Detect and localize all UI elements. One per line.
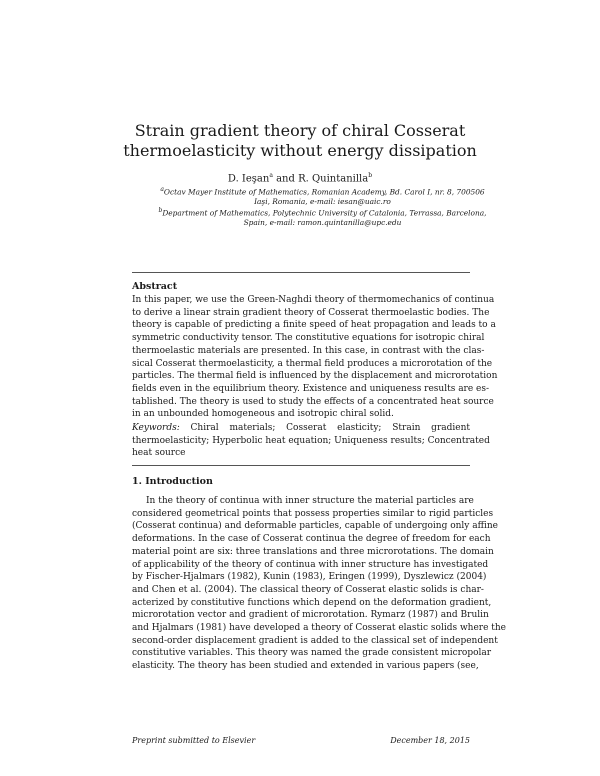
intro-line: In the theory of continua with inner structure the material particles are	[146, 496, 474, 506]
preprint-note: Preprint submitted to Elsevier	[132, 736, 256, 745]
introduction-heading: 1. Introduction	[132, 476, 213, 487]
keywords-line-1: Chiral materials; Cosserat elasticity; Strain gradient	[179, 423, 470, 433]
intro-line: second-order displacement gradient is added to the classical set of independent	[132, 635, 498, 646]
keywords-line-2: thermoelasticity; Hyperbolic heat equation; Uniqueness results; Concentrated	[132, 435, 490, 446]
intro-line: deformations. In the case of Cosserat continua the degree of freedom for each	[132, 534, 491, 545]
title-line-1: Strain gradient theory of chiral Cosserat	[134, 121, 466, 140]
intro-line: microrotation vector and gradient of microrotation. Rymarz (1987) and Brulin	[132, 610, 489, 621]
affiliation-a	[150, 185, 495, 207]
intro-line: considered geometrical points that possess properties similar to rigid particles	[132, 508, 494, 519]
author-quintanilla: R. Quintanilla	[298, 173, 369, 185]
affiliation-a-line-1: Octav Mayer Institute of Mathematics, Romanian Academy, Bd. Carol I, nr. 8, 700506	[163, 187, 485, 197]
introduction-body	[132, 495, 507, 673]
preprint-date: December 18, 2015	[390, 736, 470, 745]
affiliation-a-line-2: Iaşi, Romania, e-mail: iesan@uaic.ro	[254, 197, 391, 207]
abstract-body	[132, 294, 498, 421]
keywords-label: Keywords:	[132, 423, 180, 433]
keywords-line-3: heat source	[132, 448, 186, 459]
affiliation-b-mark: b	[158, 207, 163, 214]
abstract-line: theory is capable of predicting a finite speed of heat propagation and leads to a	[132, 320, 496, 331]
abstract-line: fields even in the equilibrium theory. Existence and uniqueness results are es-	[132, 383, 490, 394]
abstract-line: particles. The thermal field is influenced by the displacement and microrotation	[132, 371, 498, 382]
abstract-line: in an unbounded homogeneous and isotropic chiral solid.	[132, 409, 394, 420]
intro-line: constitutive variables. This theory was named the grade consistent micropolar	[132, 648, 492, 659]
abstract-line: sical Cosserat thermoelasticity, a thermal field produces a microrotation of the	[132, 358, 493, 369]
keywords-block	[132, 422, 490, 460]
intro-line: by Fischer-Hjalmars (1982), Kunin (1983), Eringen (1999), Dyszlewicz (2004)	[132, 572, 487, 583]
abstract-line: tablished. The theory is used to study the effects of a concentrated heat source	[132, 396, 494, 407]
intro-line: elasticity. The theory has been studied and extended in various papers (see,	[132, 661, 479, 672]
abstract-line: to derive a linear strain gradient theory of Cosserat thermoelastic bodies. The	[132, 307, 490, 318]
intro-line: material point are six: three translations and three microrotations. The domain	[132, 546, 494, 557]
title-line-2: thermoelasticity without energy dissipation	[123, 141, 477, 160]
intro-line: and Hjalmars (1981) have developed a theory of Cosserat elastic solids where the	[132, 623, 507, 634]
abstract-bottom-rule	[132, 465, 470, 466]
affiliation-a-mark: a	[160, 186, 164, 193]
abstract-line: symmetric conductivity tensor. The constitutive equations for isotropic chiral	[132, 333, 485, 344]
author-iesan-affil-mark: a	[269, 172, 273, 179]
intro-line: and Chen et al. (2004). The classical theory of Cosserat elastic solids is char-	[132, 584, 484, 595]
affiliation-b	[150, 206, 495, 228]
abstract-top-rule	[132, 272, 470, 273]
author-separator: and	[272, 173, 299, 185]
intro-line: acterized by constitutive functions which depend on the deformation gradient,	[132, 597, 492, 608]
affiliation-b-line-1: Department of Mathematics, Polytechnic University of Catalonia, Terrassa, Barcelona,	[162, 208, 487, 218]
author-list	[0, 170, 600, 185]
author-quintanilla-affil-mark: b	[368, 172, 373, 179]
affiliation-b-line-2: Spain, e-mail: ramon.quintanilla@upc.edu	[243, 218, 402, 228]
abstract-heading: Abstract	[132, 281, 178, 292]
author-iesan: D. Ieşan	[227, 173, 270, 185]
intro-line: (Cosserat continua) and deformable particles, capable of undergoing only affine	[132, 521, 498, 532]
paper-title	[0, 121, 600, 161]
abstract-line: In this paper, we use the Green-Naghdi theory of thermomechanics of continua	[132, 295, 495, 305]
abstract-line: thermoelastic materials are presented. In this case, in contrast with the clas-	[132, 345, 485, 356]
intro-line: of applicability of the theory of continua with inner structure has investigated	[132, 559, 489, 570]
